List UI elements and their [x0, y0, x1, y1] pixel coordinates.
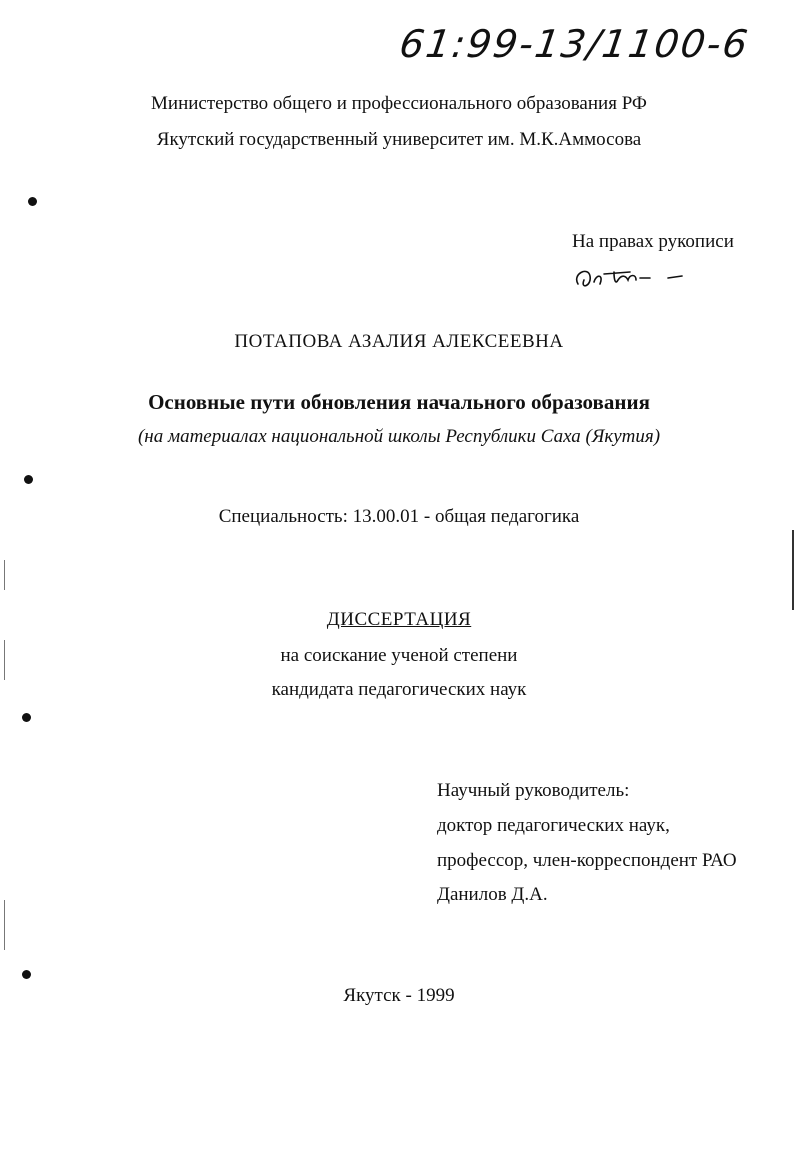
binder-hole — [28, 197, 37, 206]
advisor-position: профессор, член-корреспондент РАО — [437, 850, 737, 871]
binder-hole — [24, 475, 33, 484]
ministry-line: Министерство общего и профессионального образования РФ — [151, 93, 647, 114]
dissertation-title: Основные пути обновления начального образования — [148, 390, 650, 414]
dissertation-subtitle: (на материалах национальной школы Республики Саха (Якутия) — [137, 426, 661, 447]
binder-hole — [22, 713, 31, 722]
scan-mark — [4, 900, 5, 950]
author-name: ПОТАПОВА АЗАЛИЯ АЛЕКСЕЕВНА — [234, 331, 564, 352]
degree-line-1: на соискание ученой степени — [280, 645, 518, 666]
manuscript-rights: На правах рукописи — [572, 231, 734, 252]
specialty-line: Специальность: 13.00.01 - общая педагогика — [218, 506, 580, 527]
place-year: Якутск - 1999 — [343, 985, 455, 1006]
archive-number: 61:99-13/1100-6 — [396, 22, 753, 66]
scan-mark — [4, 640, 5, 680]
binder-hole — [22, 970, 31, 979]
university-line: Якутский государственный университет им. М.К.Аммосова — [156, 129, 642, 150]
signature-icon — [570, 262, 700, 296]
scan-mark — [792, 530, 794, 610]
advisor-degree: доктор педагогических наук, — [437, 815, 670, 836]
scan-mark — [4, 560, 5, 590]
advisor-name: Данилов Д.А. — [437, 884, 548, 905]
advisor-label: Научный руководитель: — [437, 780, 630, 801]
document-type: ДИССЕРТАЦИЯ — [326, 609, 472, 630]
degree-line-2: кандидата педагогических наук — [271, 679, 527, 700]
